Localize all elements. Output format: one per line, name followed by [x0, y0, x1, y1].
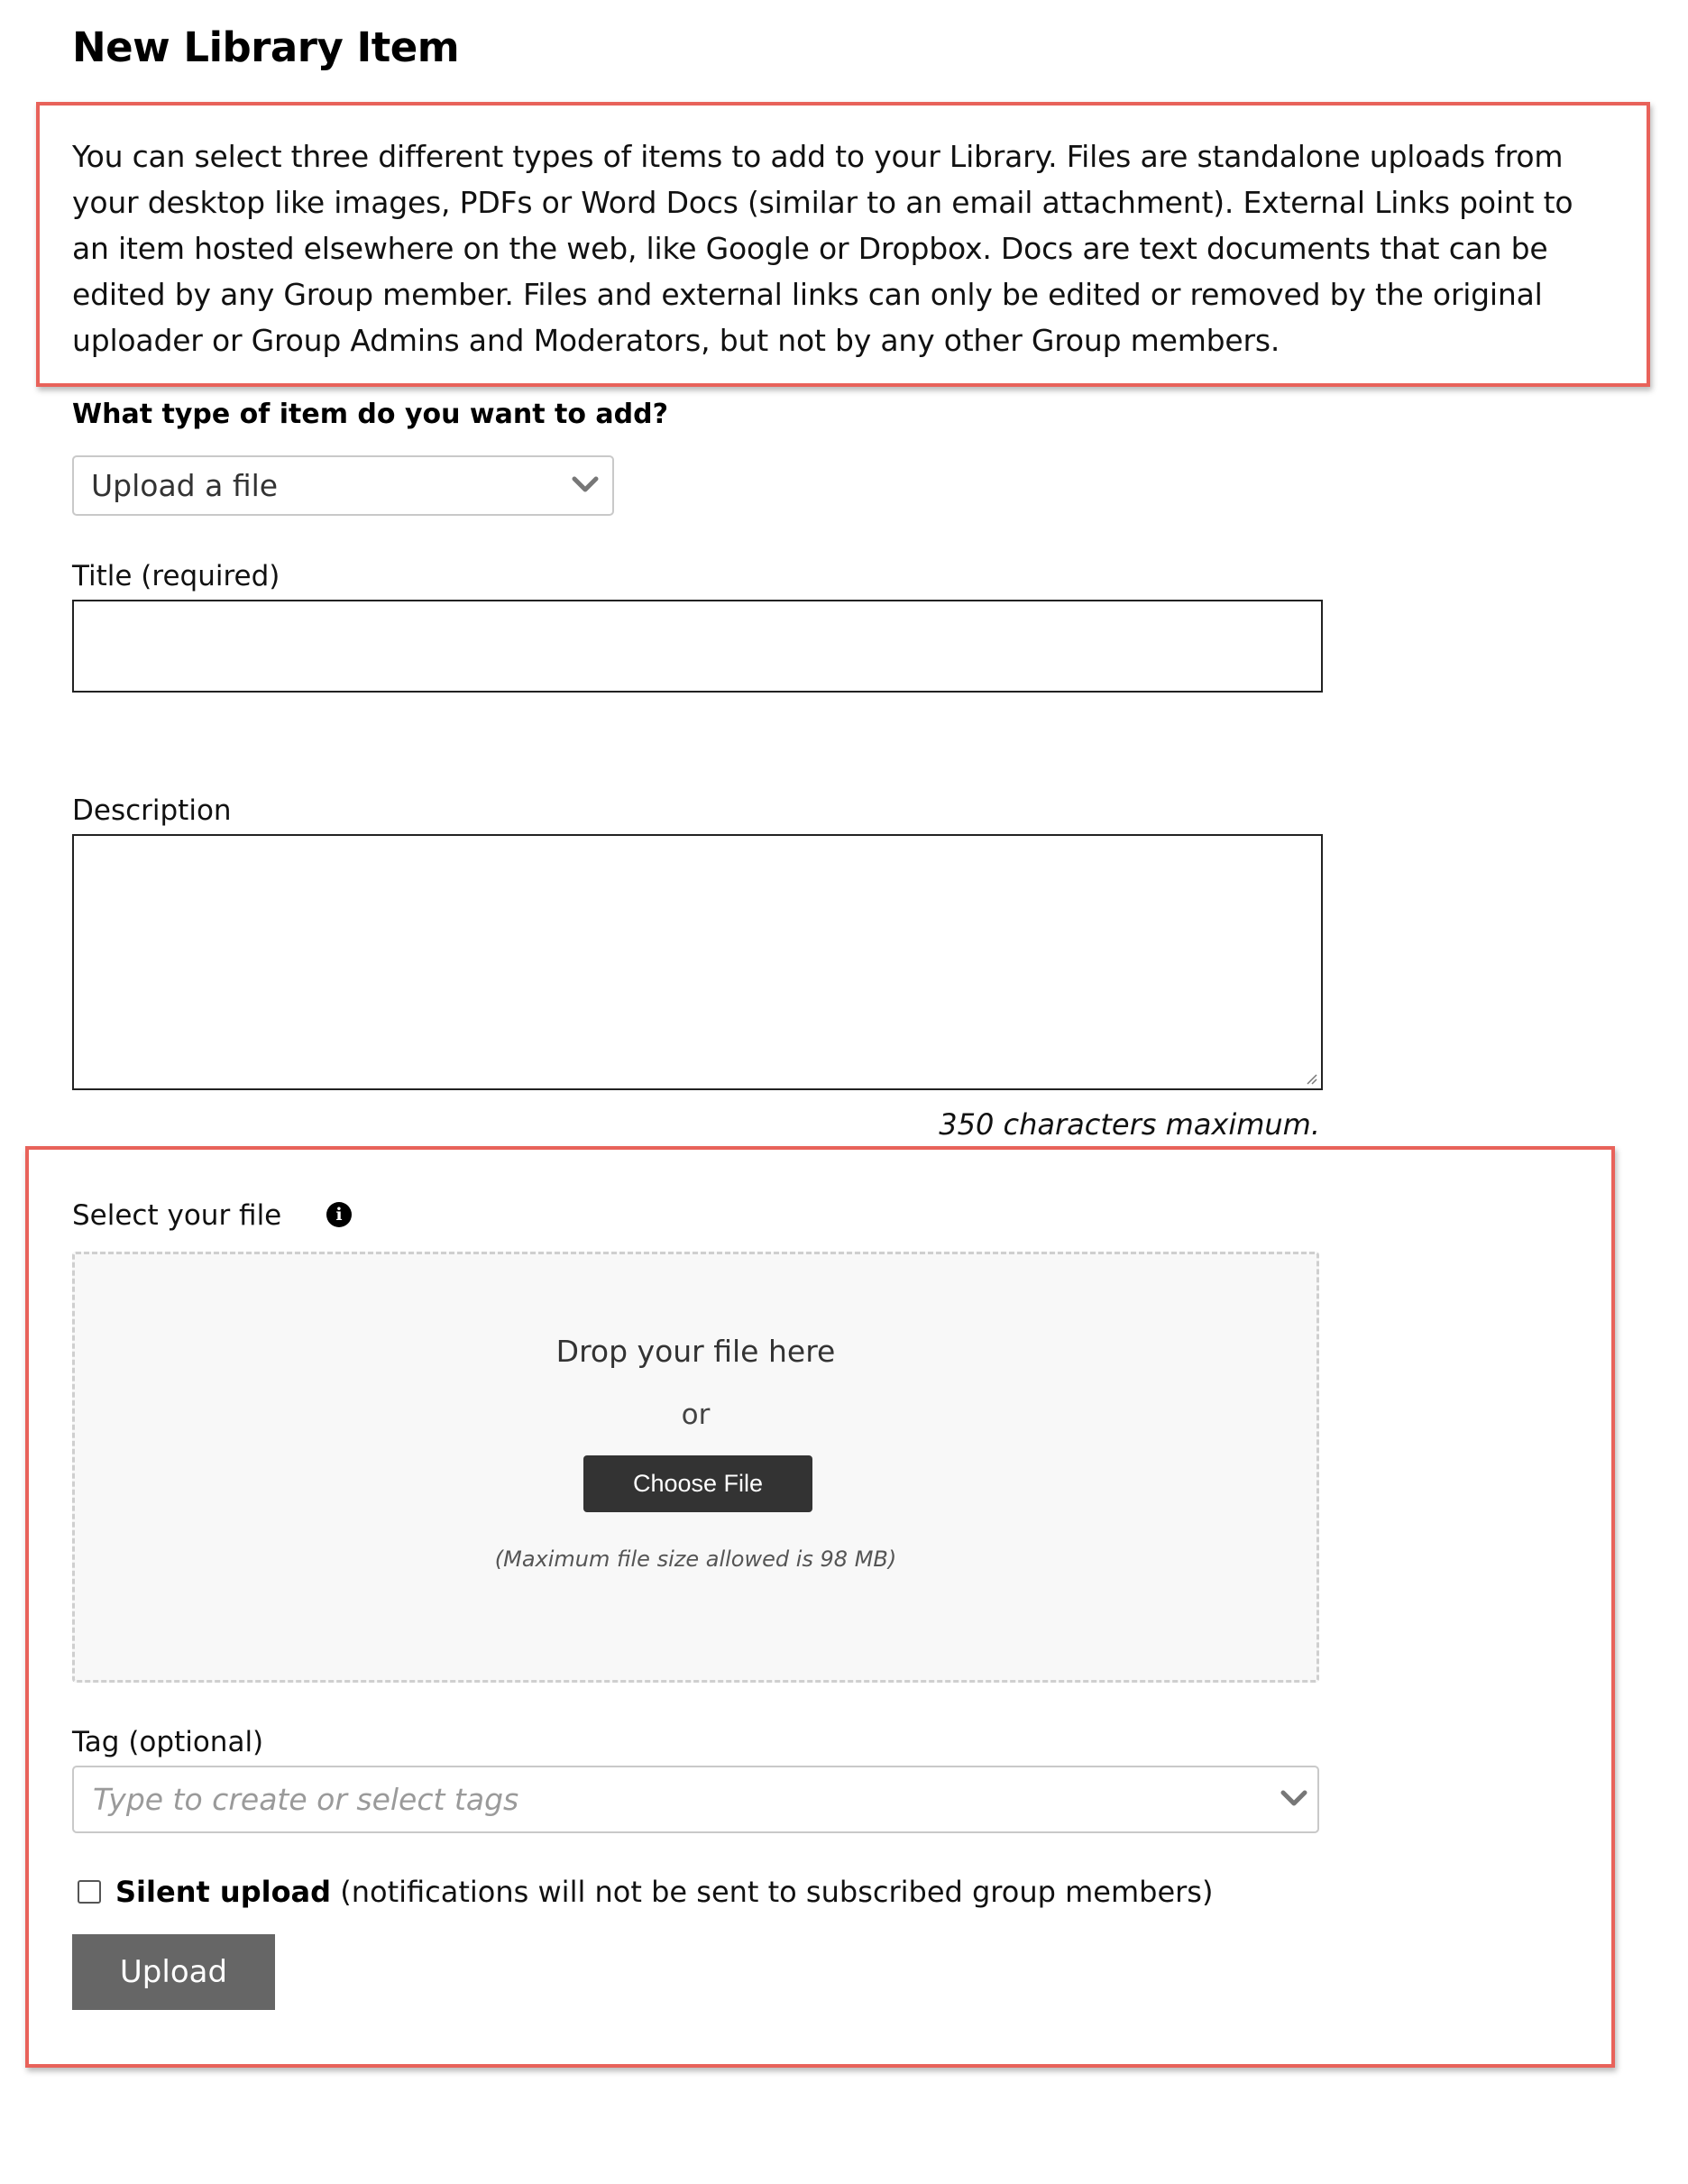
title-label: Title (required) — [72, 560, 280, 592]
description-label: Description — [72, 794, 232, 827]
chevron-down-icon — [571, 473, 600, 495]
silent-upload-label-rest: (notifications will not be sent to subscribed group members) — [331, 1875, 1214, 1909]
description-char-limit-hint: 350 characters maximum. — [939, 1107, 1320, 1142]
file-dropzone[interactable] — [72, 1252, 1319, 1683]
item-type-selected-value: Upload a file — [91, 468, 279, 503]
dropzone-or-text: or — [681, 1399, 711, 1431]
info-icon[interactable]: i — [326, 1202, 352, 1227]
page-title: New Library Item — [72, 23, 460, 71]
choose-file-button[interactable]: Choose File — [583, 1455, 812, 1512]
silent-upload-label[interactable] — [115, 1875, 1213, 1909]
max-file-size-note: (Maximum file size allowed is 98 MB) — [494, 1546, 897, 1572]
tag-label: Tag (optional) — [72, 1726, 264, 1758]
item-type-select[interactable] — [72, 455, 614, 516]
select-file-label: Select your file — [72, 1199, 282, 1232]
description-textarea[interactable] — [72, 834, 1323, 1090]
title-input[interactable] — [72, 600, 1323, 693]
chevron-down-icon — [1280, 1787, 1308, 1809]
upload-button[interactable]: Upload — [72, 1934, 275, 2010]
resize-handle-icon[interactable] — [1305, 1072, 1317, 1085]
item-type-label: What type of item do you want to add? — [72, 399, 669, 430]
silent-upload-label-bold: Silent upload — [115, 1875, 332, 1909]
tag-select-placeholder: Type to create or select tags — [93, 1782, 519, 1817]
dropzone-heading: Drop your file here — [555, 1334, 836, 1369]
tag-select[interactable] — [72, 1766, 1319, 1833]
intro-text: You can select three different types of items to add to your Library. Files are standalone uploads from your desktop like images, PDFs or Word Docs (similar to an email attachment). External Links point to an item hosted elsewhere on the web, like Google or Dropbox. Docs are text documents that can be edited by any Group member. Files and external links can only be edited or removed by the original uploader or Group Admins and Moderators, but not by any other Group members. — [72, 139, 1573, 358]
silent-upload-checkbox[interactable] — [78, 1880, 101, 1904]
